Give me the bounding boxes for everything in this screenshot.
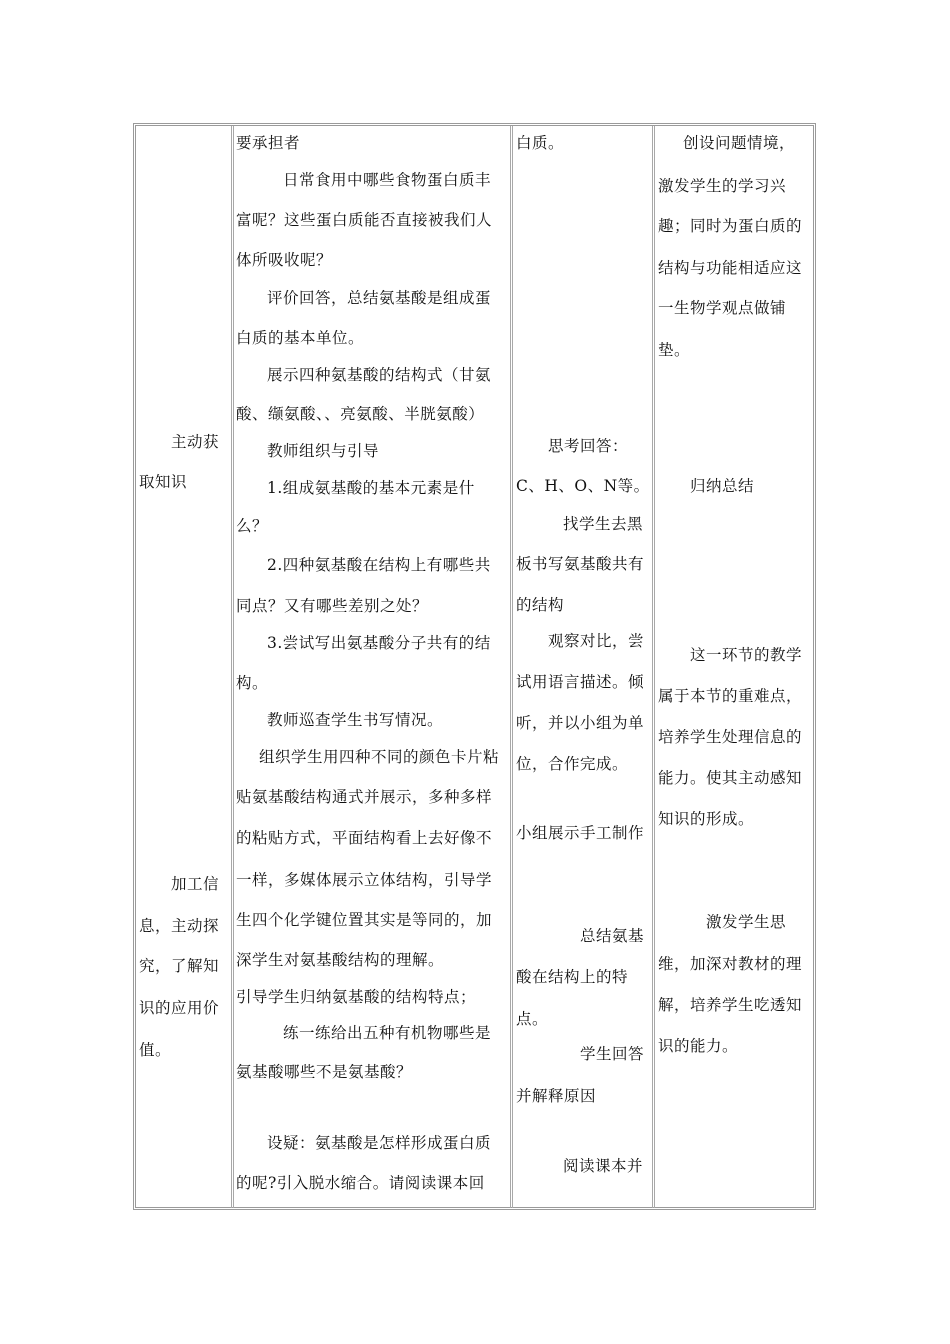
teacher-text-line: 2.四种氨基酸在结构上有哪些共 <box>267 556 491 574</box>
student-text-line: 酸在结构上的特 <box>516 968 629 986</box>
student-text-line: 总结氨基 <box>580 927 645 945</box>
stage-text-line: 究，了解知 <box>139 957 220 975</box>
teacher-text-line: 教师组织与引导 <box>267 442 380 460</box>
teacher-text-line: 白质的基本单位。 <box>236 329 365 347</box>
teacher-text-line: 氨基酸哪些不是氨基酸？ <box>236 1063 413 1081</box>
intent-text-line: 识的能力。 <box>658 1037 739 1055</box>
student-text-line: 小组展示手工制作 <box>516 824 645 842</box>
student-text-line: 思考回答： <box>548 437 629 455</box>
teacher-text-line: 要承担者 <box>236 134 301 152</box>
student-text-line: C、H、O、N等。 <box>516 477 650 495</box>
intent-text-line: 垫。 <box>658 341 691 359</box>
teacher-text-line: 评价回答，总结氨基酸是组成蛋 <box>267 289 492 307</box>
intent-text-line: 能力。使其主动感知 <box>658 769 803 787</box>
teacher-text-line: 构。 <box>236 674 269 692</box>
teacher-text-line: 酸、缬氨酸、、亮氨酸、半胱氨酸） <box>236 405 485 423</box>
student-text-line: 听，并以小组为单 <box>516 714 645 732</box>
student-text-line: 位，合作完成。 <box>516 755 629 773</box>
student-text-line: 点。 <box>516 1010 549 1028</box>
student-text-line: 找学生去黑 <box>563 515 644 533</box>
intent-text-line: 结构与功能相适应这 <box>658 259 803 277</box>
teacher-text-line: 3.尝试写出氨基酸分子共有的结 <box>267 634 491 652</box>
teacher-text-line: 的粘贴方式，平面结构看上去好像不 <box>236 829 493 847</box>
column-divider <box>652 126 655 1208</box>
intent-text-line: 一生物学观点做铺 <box>658 299 787 317</box>
intent-text-line: 这一环节的教学 <box>690 646 803 664</box>
teacher-text-line: 的呢?引入脱水缩合。请阅读课本回 <box>236 1174 485 1192</box>
teacher-text-line: 同点？又有哪些差别之处？ <box>236 597 429 615</box>
teacher-text-line: 组织学生用四种不同的颜色卡片粘 <box>259 748 500 766</box>
stage-text-line: 息，主动探 <box>139 917 220 935</box>
teacher-text-line: 深学生对氨基酸结构的理解。 <box>236 951 445 969</box>
student-text-line: 并解释原因 <box>516 1087 597 1105</box>
intent-text-line: 知识的形成。 <box>658 810 755 828</box>
teacher-text-line: 教师巡查学生书写情况。 <box>267 711 444 729</box>
student-text-line: 学生回答 <box>580 1045 645 1063</box>
stage-text-line: 取知识 <box>139 473 188 491</box>
teacher-text-line: 生四个化学键位置其实是等同的，加 <box>236 911 493 929</box>
teacher-text-line: 么？ <box>236 517 269 535</box>
teacher-text-line: 1.组成氨基酸的基本元素是什 <box>267 479 475 497</box>
intent-text-line: 归纳总结 <box>690 477 755 495</box>
stage-text-line: 主动获 <box>171 433 220 451</box>
intent-text-line: 创设问题情境， <box>683 134 796 152</box>
teacher-text-line: 展示四种氨基酸的结构式（甘氨 <box>267 366 492 384</box>
intent-text-line: 趣；同时为蛋白质的 <box>658 217 803 235</box>
teacher-text-line: 一样，多媒体展示立体结构，引导学 <box>236 871 493 889</box>
teacher-text-line: 日常食用中哪些食物蛋白质丰 <box>283 171 492 189</box>
student-text-line: 的结构 <box>516 596 565 614</box>
intent-text-line: 激发学生思 <box>706 913 787 931</box>
intent-text-line: 维，加深对教材的理 <box>658 955 803 973</box>
intent-text-line: 解，培养学生吃透知 <box>658 996 803 1014</box>
column-divider <box>231 126 234 1208</box>
column-divider <box>510 126 513 1208</box>
intent-text-line: 培养学生处理信息的 <box>658 728 803 746</box>
student-text-line: 阅读课本并 <box>563 1157 644 1175</box>
teacher-text-line: 练一练给出五种有机物哪些是 <box>283 1024 492 1042</box>
stage-text-line: 值。 <box>139 1041 172 1059</box>
student-text-line: 试用语言描述。倾 <box>516 673 645 691</box>
stage-text-line: 识的应用价 <box>139 999 220 1017</box>
teacher-text-line: 贴氨基酸结构通式并展示，多种多样 <box>236 788 493 806</box>
teacher-text-line: 富呢？这些蛋白质能否直接被我们人 <box>236 211 493 229</box>
teacher-text-line: 设疑：氨基酸是怎样形成蛋白质 <box>267 1134 492 1152</box>
student-text-line: 板书写氨基酸共有 <box>516 555 645 573</box>
stage-text-line: 加工信 <box>171 875 220 893</box>
student-text-line: 白质。 <box>516 134 565 152</box>
intent-text-line: 激发学生的学习兴 <box>658 177 787 195</box>
student-text-line: 观察对比，尝 <box>548 632 645 650</box>
teacher-text-line: 引导学生归纳氨基酸的结构特点； <box>236 988 477 1006</box>
intent-text-line: 属于本节的重难点， <box>658 687 803 705</box>
teacher-text-line: 体所吸收呢？ <box>236 251 333 269</box>
